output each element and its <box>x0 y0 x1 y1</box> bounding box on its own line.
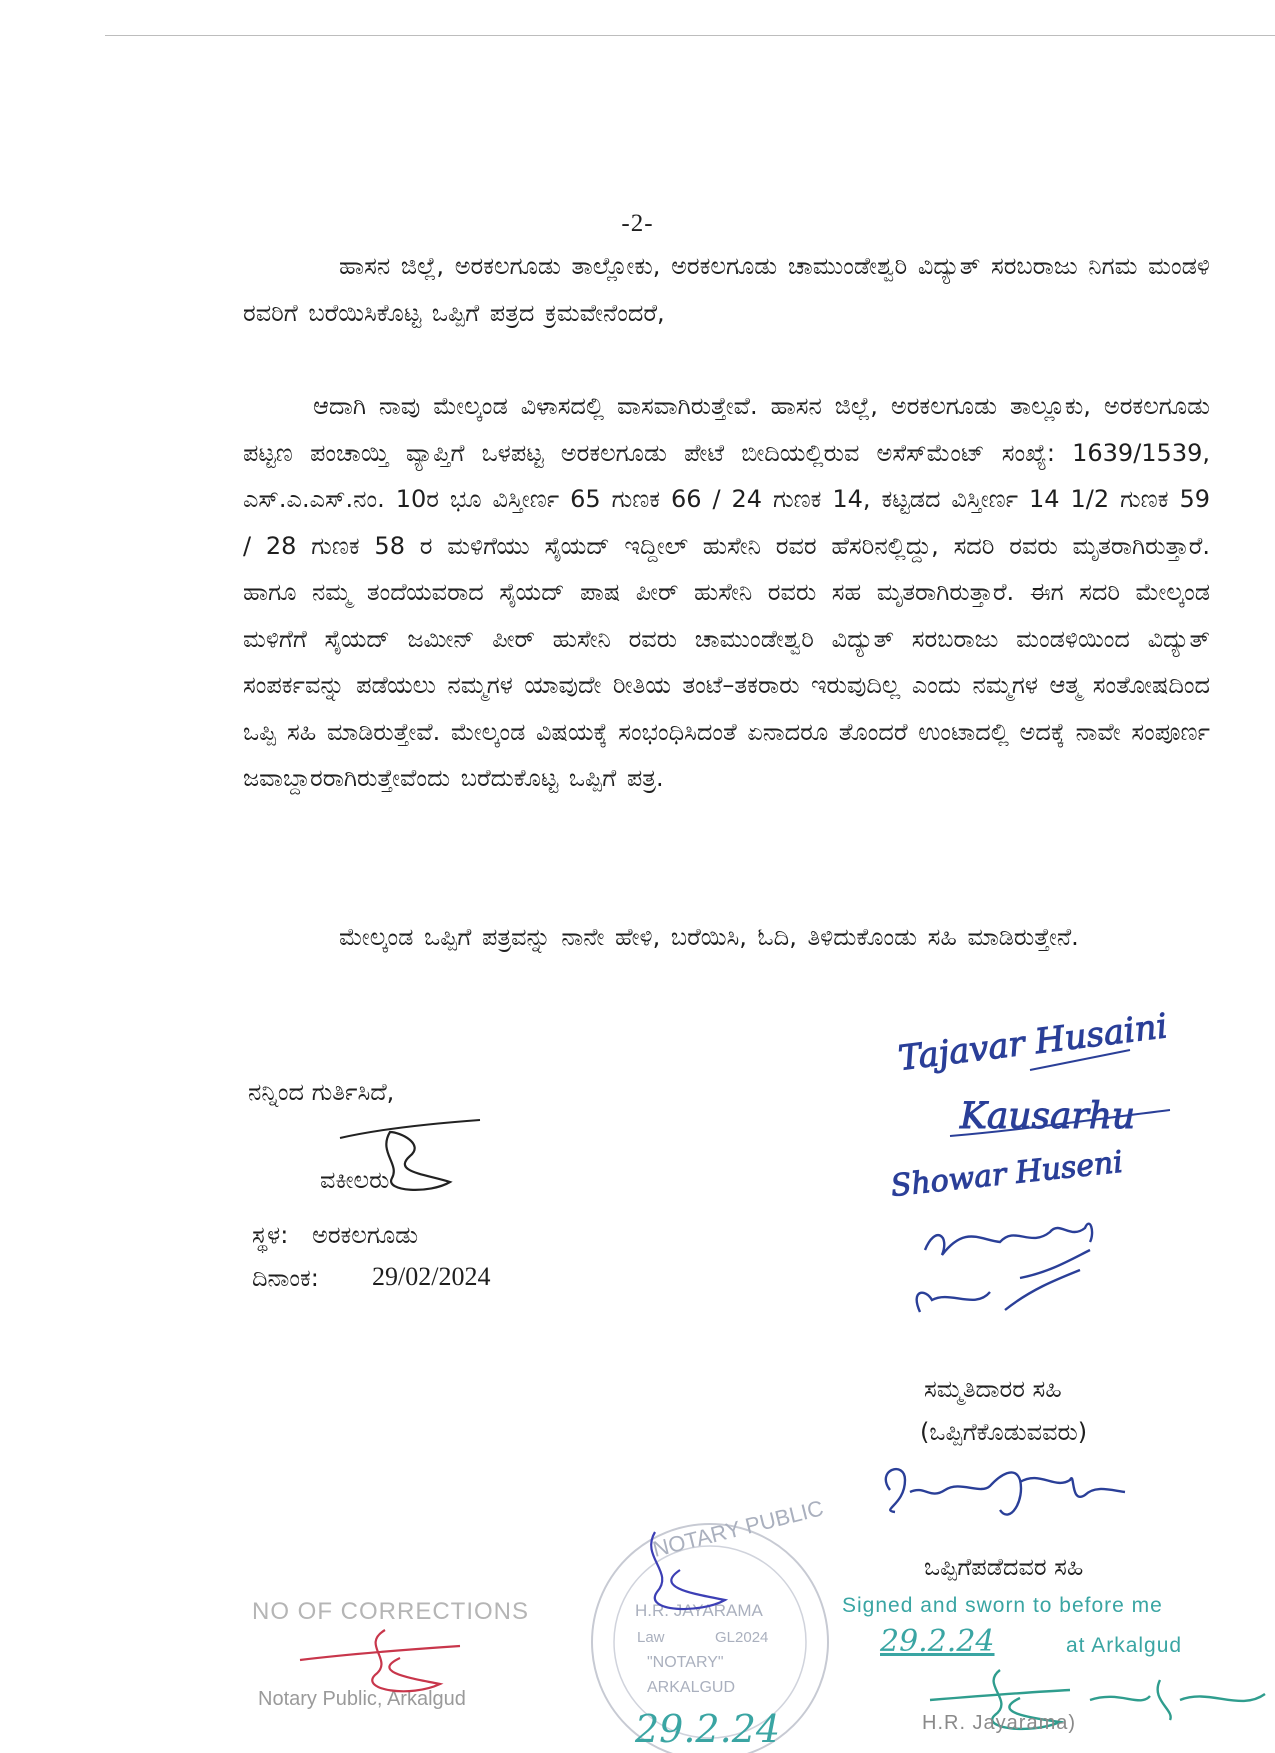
seal-notary: "NOTARY" <box>647 1654 724 1671</box>
seal-reg: GL2024 <box>715 1629 769 1646</box>
seal-law: Law <box>637 1629 665 1646</box>
consenter-signature-1: Tajavar Husaini <box>896 1006 1170 1079</box>
corrections-stamp: NO OF CORRECTIONS <box>252 1598 530 1625</box>
place-value: ಅರಕಲಗೂಡು <box>312 1221 419 1249</box>
consenter-signature-2: Kausarhu <box>960 1096 1136 1137</box>
seal-name: H.R. JAYARAMA <box>635 1601 763 1620</box>
sworn-date: 29.2.24 <box>880 1624 995 1659</box>
sworn-place: at Arkalgud <box>1066 1634 1183 1657</box>
top-rule <box>105 35 1275 36</box>
page-number: -2- <box>621 210 654 237</box>
paragraph-body: ಆದಾಗಿ ನಾವು ಮೇಲ್ಕಂಡ ವಿಳಾಸದಲ್ಲಿ ವಾಸವಾಗಿರುತ್ತೇವೆ. ಹಾಸನ ಜಿಲ್ಲೆ, ಅರಕಲಗೂಡು ತಾಲ್ಲೂಕು, ಅರಕಲಗೂಡು ಪಟ್ಟಣ ಪಂಚಾಯ್ತಿ ವ್ಯಾಪ್ತಿಗೆ ಒಳಪಟ್ಟ ಅರಕಲಗೂಡು ಪೇಟೆ ಬೀದಿಯಲ್ಲಿರುವ ಅಸೆಸ್‌ಮೆಂಟ್ ಸಂಖ್ಯೆ: 1639/1539, ಎಸ್.ಎ.ಎಸ್.ನಂ. 10ರ ಭೂ ವಿಸ್ತೀರ್ಣ 65 ಗುಣಕ 66 / 24 ಗುಣಕ 14, ಕಟ್ಟಡದ ವಿಸ್ತೀರ್ಣ 14 1/2 ಗುಣಕ 59 / 28 ಗುಣಕ 58 ರ ಮಳಿಗೆಯು ಸೈಯದ್ ಇದ್ದೀಲ್ ಹುಸೇನಿ ರವರ ಹೆಸರಿನಲ್ಲಿದ್ದು, ಸದರಿ ರವರು ಮೃತರಾಗಿರುತ್ತಾರೆ. ಹಾಗೂ ನಮ್ಮ ತಂದೆಯವರಾದ ಸೈಯದ್ ಪಾಷ ಪೀರ್ ಹುಸೇನಿ ರವರು ಸಹ ಮೃತರಾಗಿರುತ್ತಾರೆ. ಈಗ ಸದರಿ ಮೇಲ್ಕಂಡ ಮಳಿಗೆಗೆ ಸೈಯದ್ ಜಮೀನ್ ಪೀರ್ ಹುಸೇನಿ ರವರು ಚಾಮುಂಡೇಶ್ವರಿ ವಿದ್ಯುತ್ ಸರಬರಾಜು ಮಂಡಳಿಯಿಂದ ವಿದ್ಯುತ್ ಸಂಪರ್ಕವನ್ನು ಪಡೆಯಲು ನಮ್ಮಗಳ ಯಾವುದೇ ರೀತಿಯ ತಂಟೆ–ತಕರಾರು ಇರುವುದಿಲ್ಲ ಎಂದು ನಮ್ಮಗಳ ಆತ್ಮ ಸಂತೋಷದಿಂದ ಒಪ್ಪಿ ಸಹಿ ಮಾಡಿರುತ್ತೇವೆ. ಮೇಲ್ಕಂಡ ವಿಷಯಕ್ಕೆ ಸಂಭಂಧಿಸಿದಂತೆ ಏನಾದರೂ ತೊಂದರೆ ಉಂಟಾದಲ್ಲಿ ಅದಕ್ಕೆ ನಾವೇ ಸಂಪೂರ್ಣ ಜವಾಬ್ದಾರರಾಗಿರುತ್ತೇವೆಂದು ಬರೆದುಕೊಟ್ಟ ಒಪ್ಪಿಗೆ ಪತ್ರ. <box>243 392 1210 792</box>
date-value: 29/02/2024 <box>372 1262 491 1291</box>
notary-name: H.R. Jayarama) <box>922 1712 1077 1734</box>
corrections-signature <box>290 1620 490 1710</box>
place-label: ಸ್ಥಳ: <box>252 1221 289 1249</box>
notary-seal <box>575 1495 845 1753</box>
consenter-sublabel: (ಒಪ್ಪಿಗೆಕೊಡುವವರು) <box>920 1418 1088 1446</box>
paragraph-declaration: ಮೇಲ್ಕಂಡ ಒಪ್ಪಿಗೆ ಪತ್ರವನ್ನು ನಾನೇ ಹೇಳಿ, ಬರೆಯಿಸಿ, ಓದಿ, ತಿಳಿದುಕೊಂಡು ಸಹಿ ಮಾಡಿರುತ್ತೇನೆ. <box>339 923 1079 951</box>
seal-title: NOTARY PUBLIC <box>650 1495 826 1562</box>
notary-public-stamp: Notary Public, Arkalgud <box>258 1688 466 1710</box>
recipient-signature <box>870 1450 1130 1530</box>
identified-by-text: ನನ್ನಿಂದ ಗುರ್ತಿಸಿದೆ, <box>248 1078 395 1106</box>
advocate-label: ವಕೀಲರು <box>320 1166 390 1194</box>
recipient-label: ಒಪ್ಪಿಗೆಪಡೆದವರ ಸಹಿ <box>924 1553 1084 1581</box>
seal-date: 29.2.24 <box>635 1707 781 1751</box>
sworn-stamp-text: Signed and sworn to before me <box>842 1594 1163 1617</box>
paragraph-intro: ಹಾಸನ ಜಿಲ್ಲೆ, ಅರಕಲಗೂಡು ತಾಲ್ಲೋಕು, ಅರಕಲಗೂಡು ಚಾಮುಂಡೇಶ್ವರಿ ವಿದ್ಯುತ್ ಸರಬರಾಜು ನಿಗಮ ಮಂಡಳಿ ರವರಿಗೆ ಬರೆಯಿಸಿಕೊಟ್ಟ ಒಪ್ಪಿಗೆ ಪತ್ರದ ಕ್ರಮವೇನೆಂದರೆ, <box>243 252 1210 327</box>
date-label: ದಿನಾಂಕ: <box>252 1264 319 1292</box>
consenter-signatures <box>880 1006 1170 1380</box>
consenter-signature-3: Showar Huseni <box>889 1144 1125 1204</box>
consenter-label: ಸಮ್ಮತಿದಾರರ ಸಹಿ <box>924 1375 1062 1403</box>
seal-place: ARKALGUD <box>647 1679 736 1696</box>
